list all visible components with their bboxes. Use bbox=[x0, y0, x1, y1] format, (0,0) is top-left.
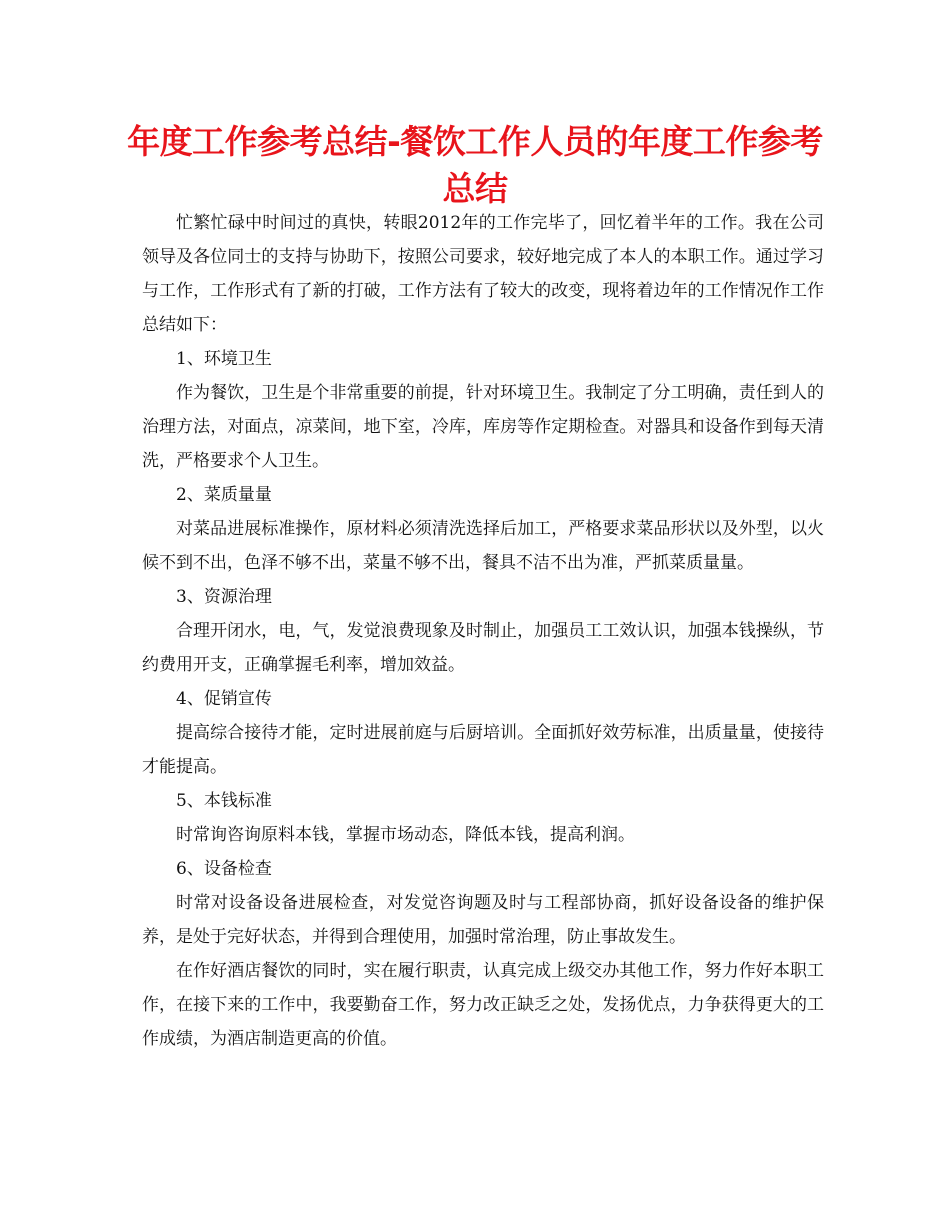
intro-paragraph: 忙繁忙碌中时间过的真快，转眼2012年的工作完毕了，回忆着半年的工作。我在公司领导及各位同士的支持与协助下，按照公司要求，较好地完成了本人的本职工作。通过学习与工作，工作形式有了新的打破，工作方法有了较大的改变，现将着边年的工作情况作工作总结如下： bbox=[142, 213, 824, 335]
section-heading-cost: 5、本钱标准 bbox=[176, 791, 272, 811]
resources-paragraph: 合理开闭水，电，气，发觉浪费现象及时制止，加强员工工效认识，加强本钱操纵，节约费用开支，正确掌握毛利率，增加效益。 bbox=[142, 621, 824, 675]
environment-paragraph: 作为餐饮，卫生是个非常重要的前提，针对环境卫生。我制定了分工明确，责任到人的治理方法，对面点，凉菜间，地下室，冷库，库房等作定期检查。对器具和设备作到每天清洗，严格要求个人卫生。 bbox=[142, 383, 824, 471]
closing-paragraph: 在作好酒店餐饮的同时，实在履行职责，认真完成上级交办其他工作，努力作好本职工作，在接下来的工作中，我要勤奋工作，努力改正缺乏之处，发扬优点，力争获得更大的工作成绩，为酒店制造更高的价值。 bbox=[142, 961, 824, 1049]
cost-paragraph: 时常询咨询原料本钱，掌握市场动态，降低本钱，提高利润。 bbox=[176, 825, 635, 845]
document-title: 年度工作参考总结-餐饮工作人员的年度工作参考总结 bbox=[127, 122, 823, 208]
section-heading-dish-quality: 2、菜质量量 bbox=[176, 485, 272, 505]
section-heading-resources: 3、资源治理 bbox=[176, 587, 272, 607]
equipment-paragraph: 时常对设备设备进展检查，对发觉咨询题及时与工程部协商，抓好设备设备的维护保养，是处于完好状态，并得到合理使用，加强时常治理，防止事故发生。 bbox=[142, 893, 824, 947]
promotion-paragraph: 提高综合接待才能，定时进展前庭与后厨培训。全面抓好效劳标准，出质量量，使接待才能提高。 bbox=[142, 723, 824, 777]
dish-quality-paragraph: 对菜品进展标准操作，原材料必须清洗选择后加工，严格要求菜品形状以及外型，以火候不到不出，色泽不够不出，菜量不够不出，餐具不洁不出为准，严抓菜质量量。 bbox=[142, 519, 824, 573]
section-heading-environment: 1、环境卫生 bbox=[176, 349, 272, 369]
section-heading-equipment: 6、设备检查 bbox=[176, 859, 272, 879]
section-heading-promotion: 4、促销宣传 bbox=[176, 689, 272, 709]
document-body bbox=[142, 206, 824, 1056]
